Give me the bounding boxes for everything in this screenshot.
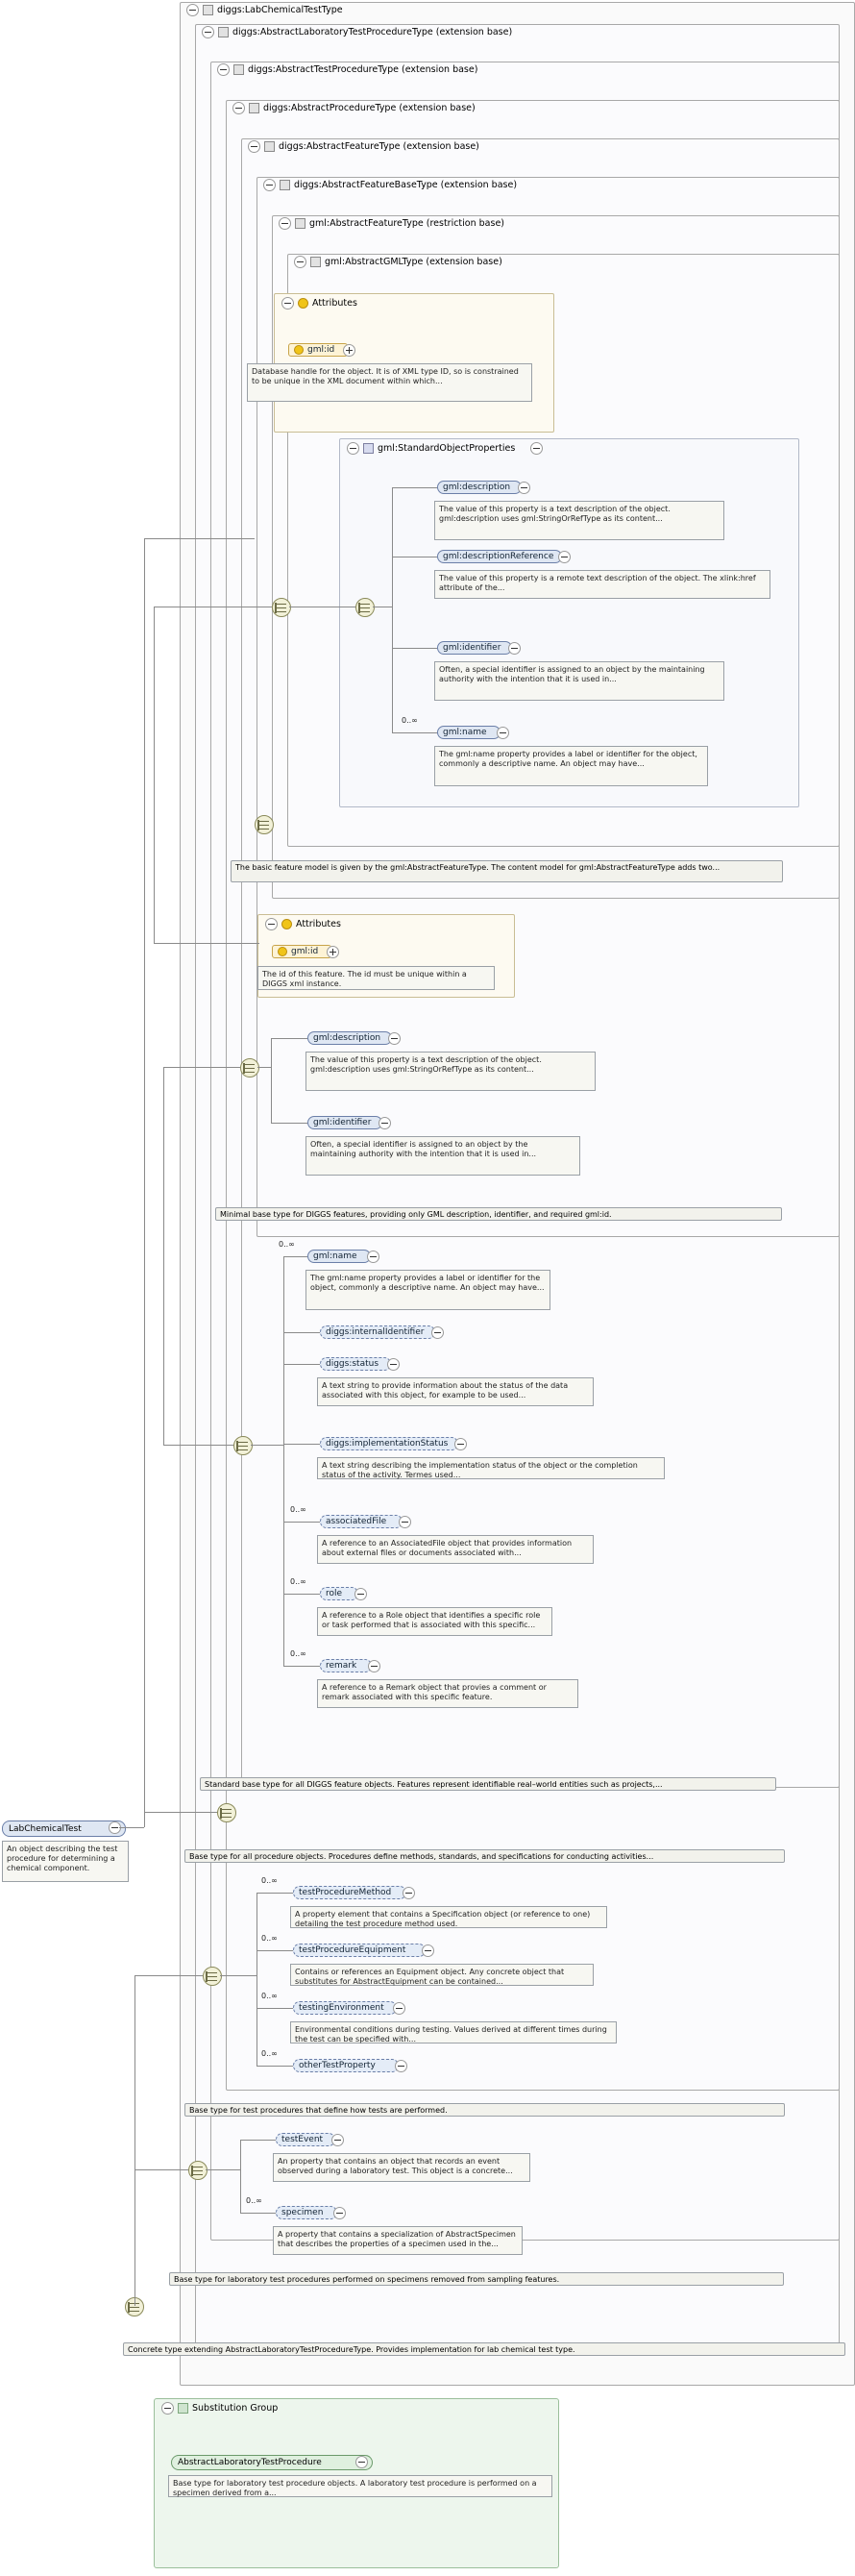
node-abstractlaboratorytestprocedure-toggle[interactable] [355,2456,368,2468]
type-icon-5 [280,180,290,190]
node-testevent[interactable] [276,2133,335,2146]
card-gml-name: 0..∞ [279,1240,295,1249]
node-gml-identifier-sop-toggle[interactable] [508,642,521,655]
doc-gml-description-sop: The value of this property is a text description of the object. gml:description uses gml:StringOrRefType as its content... [434,501,724,540]
card-associatedfile: 0..∞ [290,1505,306,1514]
node-gml-identifier-sop[interactable] [437,641,512,655]
node-diggs-internalidentifier[interactable] [320,1325,435,1339]
doc-gml-name: The gml:name property provides a label or identifier for the object, commonly a descriptive name. An object may have... [305,1270,550,1310]
container-0-label: diggs:LabChemicalTestType [217,5,343,15]
line-tp-a [220,1975,256,1976]
card-gml-name-sop: 0..∞ [402,716,418,725]
attribute-gml-id-1[interactable] [288,343,348,357]
line-fb-v [271,1038,272,1123]
spine-h-1 [144,538,255,539]
doc-testproceduremethod: A property element that contains a Specification object (or reference to one) detailing the test procedure method used. [290,1906,607,1928]
key-icon-1 [294,345,304,355]
line-fb-c2 [271,1123,307,1124]
spine-v-main [144,538,145,1827]
attribute-gml-id-2[interactable] [272,945,331,958]
line-feat-c5 [283,1522,320,1523]
node-associatedfile[interactable] [320,1515,403,1528]
node-gml-identifier-fb-label: gml:identifier [313,1118,372,1127]
node-associatedfile-toggle[interactable] [399,1516,411,1528]
container-7-header[interactable] [290,254,502,270]
node-testingenvironment-toggle[interactable] [393,2002,405,2015]
root-element-node[interactable] [2,1821,126,1837]
node-diggs-internalidentifier-label: diggs:internalIdentifier [326,1327,425,1337]
card-testproceduremethod: 0..∞ [261,1876,278,1885]
node-othertestproperty[interactable] [293,2059,399,2072]
node-testevent-label: testEvent [281,2135,324,2144]
collapse-icon-3[interactable] [232,102,245,114]
substitution-group-title: Substitution Group [192,2403,279,2414]
node-diggs-implementationstatus[interactable] [320,1437,458,1450]
container-6-label: gml:AbstractFeatureType (restriction base) [309,218,505,229]
note-feature: Standard base type for all DIGGS feature objects. Features represent identifiable real–world entities such as projects,... [200,1777,776,1791]
line-lab-a [206,2169,240,2170]
spine-h-8 [134,2169,188,2170]
node-gml-name[interactable] [307,1250,371,1263]
node-gml-description-sop[interactable] [437,481,522,494]
key-icon-2 [278,947,287,956]
doc-testprocedureequipment: Contains or references an Equipment object. Any concrete object that substitutes for AbstractEquipment can be contained... [290,1964,594,1986]
node-gml-name-sop-toggle[interactable] [497,727,509,739]
container-4-header[interactable] [244,138,479,155]
std-object-properties-label: gml:StandardObjectProperties [378,443,516,454]
card-remark: 0..∞ [290,1649,306,1658]
doc-testingenvironment: Environmental conditions during testing. Values derived at different times during the test can be specified with... [290,2021,617,2043]
collapse-icon-attrs-1[interactable] [281,297,294,310]
sequence-connector-gmltype[interactable] [255,815,274,834]
node-gml-name-sop[interactable] [437,726,501,739]
node-othertestproperty-toggle[interactable] [395,2060,407,2072]
node-remark-label: remark [326,1661,357,1671]
type-icon-7 [310,257,321,267]
node-gml-identifier-fb[interactable] [307,1116,382,1129]
node-gml-name-label: gml:name [313,1251,357,1261]
node-specimen[interactable] [276,2206,337,2219]
line-feat-c1 [283,1256,307,1257]
line-lab-v [240,2140,241,2213]
doc-gml-name-sop: The gml:name property provides a label or identifier for the object, commonly a descriptive name. An object may have... [434,746,708,786]
std-object-properties-toggle[interactable] [530,442,543,455]
node-diggs-status-toggle[interactable] [387,1358,400,1371]
line-sop-c1 [392,487,437,488]
group-icon-sop [363,443,374,454]
line-fb-c1 [271,1038,307,1039]
node-testingenvironment-label: testingEnvironment [299,2003,384,2013]
card-specimen: 0..∞ [246,2196,262,2205]
node-testingenvironment[interactable] [293,2001,397,2015]
node-testprocedureequipment-toggle[interactable] [422,1944,434,1957]
node-role-toggle[interactable] [354,1588,367,1600]
type-icon-4 [264,141,275,152]
note-concrete-type: Concrete type extending AbstractLaboratoryTestProcedureType. Provides implementation for lab chemical test type. [123,2342,845,2356]
note-test-procedure: Base type for test procedures that define how tests are performed. [184,2103,785,2117]
doc-gml-identifier-fb: Often, a special identifier is assigned to an object by the maintaining authority with the intention that it is used in... [305,1136,580,1176]
node-gml-descriptionreference-sop-label: gml:descriptionReference [443,552,554,561]
spine-v-4 [134,1975,135,2306]
node-diggs-implementationstatus-label: diggs:implementationStatus [326,1439,449,1449]
node-testproceduremethod-label: testProcedureMethod [299,1888,392,1897]
node-testprocedureequipment-label: testProcedureEquipment [299,1945,406,1955]
attribute-gml-id-1-label: gml:id [307,345,335,355]
node-gml-descriptionreference-sop-toggle[interactable] [558,551,571,563]
container-3-header[interactable] [229,100,476,116]
doc-remark: A reference to a Remark object that provies a comment or remark associated with this specific feature. [317,1679,578,1708]
node-gml-identifier-sop-label: gml:identifier [443,643,501,653]
line-feat-c2 [283,1332,320,1333]
collapse-icon-sop[interactable] [347,442,359,455]
line-feat-c6 [283,1594,320,1595]
line-tp-c1 [256,1893,293,1894]
doc-associatedfile: A reference to an AssociatedFile object that provides information about external files or documents associated with... [317,1535,594,1564]
collapse-icon-subs[interactable] [161,2402,174,2415]
node-gml-description-fb-label: gml:description [313,1033,381,1043]
doc-diggs-implementationstatus: A text string describing the implementation status of the object or the completion status of the activity. Termes used... [317,1457,665,1479]
container-3-label: diggs:AbstractProcedureType (extension base) [263,103,476,113]
doc-gml-description-fb: The value of this property is a text description of the object. gml:description uses gml:StringOrRefType as its content... [305,1052,596,1091]
attributes-label-2: Attributes [296,919,341,929]
attributes-block-2-header[interactable] [261,916,341,932]
node-testprocedureequipment[interactable] [293,1944,426,1957]
node-gml-description-fb[interactable] [307,1031,392,1045]
node-specimen-label: specimen [281,2208,324,2217]
collapse-icon-6[interactable] [279,217,291,230]
node-gml-descriptionreference-sop[interactable] [437,550,562,563]
choice-connector-sop-left[interactable] [272,598,291,617]
line-feat-c7 [283,1666,320,1667]
collapse-icon-5[interactable] [263,179,276,191]
node-abstractlaboratorytestprocedure-label: AbstractLaboratoryTestProcedure [178,2458,322,2467]
spine-h-4 [163,1067,240,1068]
node-testevent-toggle[interactable] [331,2134,344,2146]
node-gml-description-sop-label: gml:description [443,483,511,492]
container-1-label: diggs:AbstractLaboratoryTestProcedureType (extension base) [232,27,513,37]
node-role-label: role [326,1589,343,1598]
line-tp-c4 [256,2066,293,2067]
attribute-gml-id-2-toggle[interactable] [327,946,339,958]
line-sop-v [392,487,393,732]
node-role[interactable] [320,1587,358,1600]
node-gml-identifier-fb-toggle[interactable] [379,1117,391,1129]
node-othertestproperty-label: otherTestProperty [299,2061,376,2070]
collapse-icon-4[interactable] [248,140,260,153]
line-feat-a [251,1445,283,1446]
node-abstractlaboratorytestprocedure[interactable] [171,2455,373,2470]
node-diggs-implementationstatus-toggle[interactable] [454,1438,467,1450]
std-object-properties-header[interactable] [343,440,515,457]
attribute-gml-id-1-toggle[interactable] [343,344,355,357]
type-icon-2 [233,64,244,75]
line-feat-c3 [283,1364,320,1365]
collapse-icon-1[interactable] [202,26,214,38]
node-remark[interactable] [320,1659,372,1672]
container-4-label: diggs:AbstractFeatureType (extension base) [279,141,479,152]
note-procedure: Base type for all procedure objects. Procedures define methods, standards, and specifications for conducting activities... [184,1849,785,1863]
node-testproceduremethod-toggle[interactable] [403,1887,415,1899]
sequence-connector-testprocedure[interactable] [203,1967,222,1986]
spine-h-3 [154,943,259,944]
note-lab-procedure: Base type for laboratory test procedures performed on specimens removed from sampling features. [169,2272,784,2286]
container-1-header[interactable] [198,24,512,40]
attributes-icon-2 [281,919,292,929]
line-tp-v [256,1893,257,2066]
node-testproceduremethod[interactable] [293,1886,406,1899]
attributes-label-1: Attributes [312,298,357,309]
doc-gml-identifier-sop: Often, a special identifier is assigned to an object by the maintaining authority with the intention that it is used in... [434,661,724,701]
line-lab-c2 [240,2213,276,2214]
doc-gml-descriptionreference-sop: The value of this property is a remote text description of the object. The xlink:href attribute of the... [434,570,770,599]
card-role: 0..∞ [290,1577,306,1586]
doc-role: A reference to a Role object that identifies a specific role or task performed that is associated with this specific... [317,1607,552,1636]
line-tp-c3 [256,2008,293,2009]
sequence-connector-sop[interactable] [355,598,375,617]
card-othertestproperty: 0..∞ [261,2049,278,2058]
attribute-gml-id-2-label: gml:id [291,947,319,956]
container-2-header[interactable] [213,62,477,78]
node-gml-name-sop-label: gml:name [443,728,487,737]
container-2-label: diggs:AbstractTestProcedureType (extension base) [248,64,478,75]
container-7-label: gml:AbstractGMLType (extension base) [325,257,502,267]
root-element-doc: An object describing the test procedure for determining a chemical component. [2,1841,129,1882]
attribute-gml-id-2-doc: The id of this feature. The id must be unique within a DIGGS xml instance. [257,966,495,990]
type-icon-0 [203,5,213,15]
substitution-icon [178,2403,188,2414]
node-diggs-status-label: diggs:status [326,1359,379,1369]
doc-specimen: A property that contains a specialization of AbstractSpecimen that describes the properties of a specimen used in the... [273,2226,523,2255]
line-sop-c4 [392,732,437,733]
note-abstractfeaturetype: The basic feature model is given by the gml:AbstractFeatureType. The content model for gml:AbstractFeatureType adds two... [231,860,783,882]
doc-diggs-status: A text string to provide information about the status of the data associated with this object, for example to be used... [317,1377,594,1406]
sequence-connector-fb[interactable] [240,1058,259,1077]
line-lab-c1 [240,2140,276,2141]
sequence-connector-procedure[interactable] [217,1803,236,1822]
sequence-connector-feature[interactable] [233,1436,253,1455]
collapse-icon-7[interactable] [294,256,306,268]
node-diggs-internalidentifier-toggle[interactable] [431,1326,444,1339]
doc-abstractlaboratorytestprocedure: Base type for laboratory test procedure objects. A laboratory test procedure is performed on a specimen derived from a... [168,2475,552,2497]
container-6-header[interactable] [275,215,504,232]
root-element-label: LabChemicalTest [9,1823,82,1834]
type-icon-3 [249,103,259,113]
line-feat-c4 [283,1444,320,1445]
type-icon-1 [218,27,229,37]
line-tp-c2 [256,1950,293,1951]
note-feature-base: Minimal base type for DIGGS features, providing only GML description, identifier, and required gml:id. [215,1207,782,1221]
card-testingenvironment: 0..∞ [261,1992,278,2000]
spine-v-3 [163,1067,164,1445]
container-0-header[interactable] [183,2,343,18]
node-gml-description-sop-toggle[interactable] [518,482,530,494]
substitution-group-header[interactable] [158,2400,278,2416]
attributes-icon-1 [298,298,308,309]
spine-h-5 [163,1445,233,1446]
collapse-icon-0[interactable] [186,4,199,16]
spine-h-6 [144,1812,217,1813]
line-fb-a [257,1067,271,1068]
sequence-connector-lab[interactable] [188,2161,208,2180]
attributes-block-1-header[interactable] [278,295,357,311]
node-remark-toggle[interactable] [368,1660,380,1672]
line-sop-c3 [392,648,437,649]
spine-h-7 [134,1975,203,1976]
spine-h-root [119,1827,144,1828]
node-diggs-status[interactable] [320,1357,391,1371]
line-feat-v [283,1256,284,1667]
container-5-header[interactable] [259,177,517,193]
spine-v-2 [154,607,155,943]
node-gml-name-toggle[interactable] [367,1251,379,1263]
type-icon-6 [295,218,305,229]
node-gml-description-fb-toggle[interactable] [388,1032,401,1045]
card-testprocedureequipment: 0..∞ [261,1934,278,1943]
node-associatedfile-label: associatedFile [326,1517,387,1526]
container-5-label: diggs:AbstractFeatureBaseType (extension base) [294,180,518,190]
attribute-gml-id-1-doc: Database handle for the object. It is of XML type ID, so is constrained to be unique in the XML document within which... [247,363,532,402]
node-specimen-toggle[interactable] [333,2207,346,2219]
collapse-icon-attrs-2[interactable] [265,918,278,930]
collapse-icon-2[interactable] [217,63,230,76]
doc-testevent: An property that contains an object that records an event observed during a laboratory test. This object is a concrete... [273,2153,530,2182]
